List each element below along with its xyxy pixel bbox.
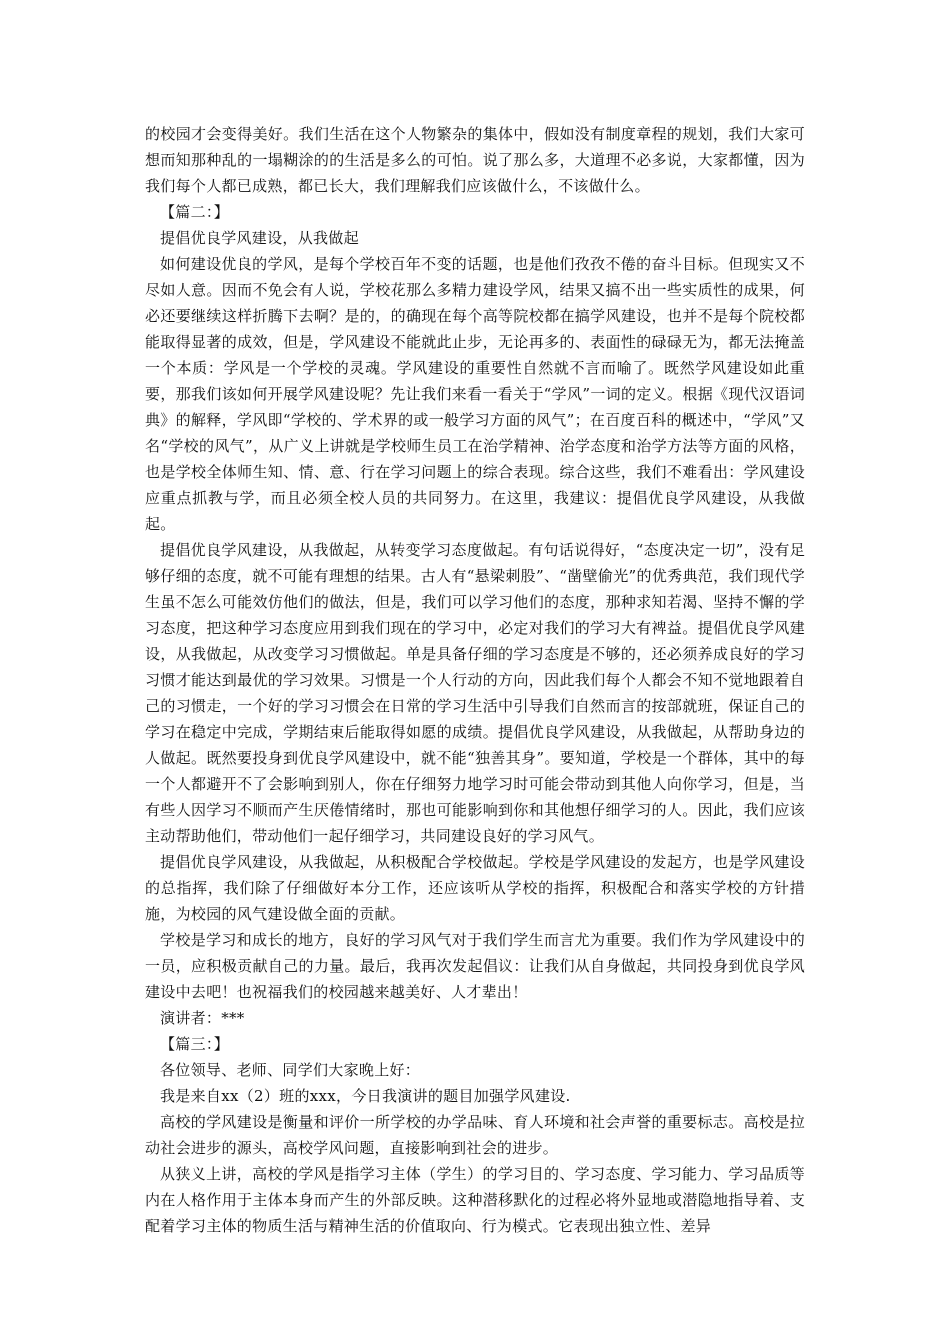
intro-line: 我是来自xx（2）班的xxx，今日我演讲的题目加强学风建设. (160, 1087, 571, 1105)
speech-title: 提倡优良学风建设，从我做起 (160, 229, 359, 247)
body-paragraph: 从狭义上讲，高校的学风是指学习主体（学生）的学习目的、学习态度、学习能力、学习品质等内在人格作用于主体本身而产生的外部反映。这种潜移默化的过程必将外显地或潜隐地指导着、支配着学习主体的物质生活与精神生活的价值取向、行为模式。它表现出独立性、差异 (145, 1165, 805, 1235)
speaker-line: 演讲者：*** (160, 1009, 245, 1027)
body-paragraph: 如何建设优良的学风，是每个学校百年不变的话题，也是他们孜孜不倦的奋斗目标。但现实又不尽如人意。因而不免会有人说，学校花那么多精力建设学风，结果又搞不出一些实质性的成果，何必还要继续这样折腾下去啊？是的，的确现在每个高等院校都在搞学风建设，也并不是每个院校都能取得显著的成效，但是，学风建设不能就此止步，无论再多的、表面性的碌碌无为，都无法掩盖一个本质：学风是一个学校的灵魂。学风建设的重要性自然就不言而喻了。既然学风建设如此重要，那我们该如何开展学风建设呢？先让我们来看一看关于“学风”一词的定义。根据《现代汉语词典》的解释，学风即“学校的、学术界的或一般学习方面的风气”；在百度百科的概述中，“学风”又名“学校的风气”，从广义上讲就是学校师生员工在治学精神、治学态度和治学方法等方面的风格，也是学校全体师生知、情、意、行在学习问题上的综合表现。综合这些，我们不难看出：学风建设应重点抓教与学，而且必须全校人员的共同努力。在这里，我建议：提倡优良学风建设，从我做起。 (145, 255, 805, 533)
greeting-line: 各位领导、老师、同学们大家晚上好： (160, 1061, 421, 1079)
section-heading-part-two: 【篇二：】 (160, 203, 230, 221)
body-paragraph: 高校的学风建设是衡量和评价一所学校的办学品味、育人环境和社会声誉的重要标志。高校是拉动社会进步的源头，高校学风问题，直接影响到社会的进步。 (145, 1113, 805, 1157)
paragraph-continuation: 的校园才会变得美好。我们生活在这个人物繁杂的集体中，假如没有制度章程的规划，我们大家可想而知那种乱的一塌糊涂的的生活是多么的可怕。说了那么多，大道理不必多说，大家都懂，因为我们每个人都已成熟，都已长大，我们理解我们应该做什么，不该做什么。 (145, 125, 805, 195)
body-paragraph: 提倡优良学风建设，从我做起，从积极配合学校做起。学校是学风建设的发起方，也是学风建设的总指挥，我们除了仔细做好本分工作，还应该听从学校的指挥，积极配合和落实学校的方针措施，为校园的风气建设做全面的贡献。 (145, 853, 805, 923)
body-paragraph: 学校是学习和成长的地方，良好的学习风气对于我们学生而言尤为重要。我们作为学风建设中的一员，应积极贡献自己的力量。最后，我再次发起倡议：让我们从自身做起，共同投身到优良学风建设中去吧！也祝福我们的校园越来越美好、人才辈出！ (145, 931, 805, 1001)
document-page (145, 121, 805, 1239)
body-paragraph: 提倡优良学风建设，从我做起，从转变学习态度做起。有句话说得好，“态度决定一切”，没有足够仔细的态度，就不可能有理想的结果。古人有“悬梁刺股”、“凿壁偷光”的优秀典范，我们现代学生虽不怎么可能效仿他们的做法，但是，我们可以学习他们的态度，那种求知若渴、坚持不懈的学习态度，把这种学习态度应用到我们现在的学习中，必定对我们的学习大有裨益。提倡优良学风建设，从我做起，从改变学习习惯做起。单是具备仔细的学习态度是不够的，还必须养成良好的学习习惯才能达到最优的学习效果。习惯是一个人行动的方向，因此我们每个人都会不知不觉地跟着自己的习惯走，一个好的学习习惯会在日常的学习生活中引导我们自然而言的按部就班，保证自己的学习在稳定中完成，学期结束后能取得如愿的成绩。提倡优良学风建设，从我做起，从帮助身边的人做起。既然要投身到优良学风建设中，就不能“独善其身”。要知道，学校是一个群体，其中的每一个人都避开不了会影响到别人，你在仔细努力地学习时可能会带动到其他人向你学习，但是，当有些人因学习不顺而产生厌倦情绪时，那也可能影响到你和其他想仔细学习的人。因此，我们应该主动帮助他们，带动他们一起仔细学习，共同建设良好的学习风气。 (145, 541, 805, 845)
section-heading-part-three: 【篇三：】 (160, 1035, 230, 1053)
